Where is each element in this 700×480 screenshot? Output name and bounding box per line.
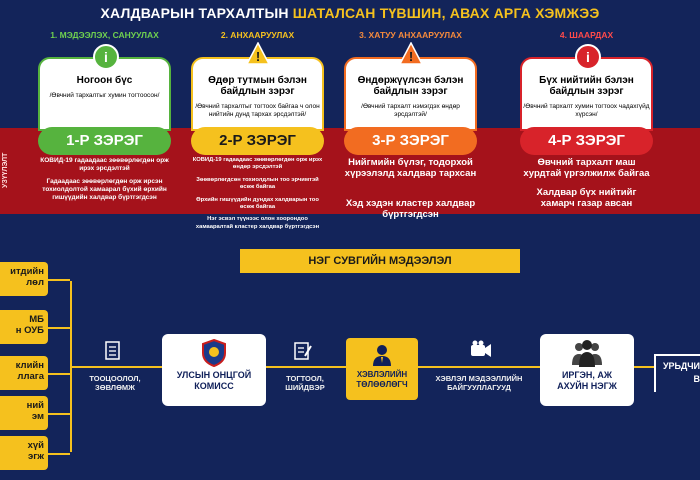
svg-text:!: ! bbox=[255, 49, 261, 64]
source-box: хүй эгж bbox=[0, 436, 48, 470]
citizen-label: ИРГЭН, АЖ АХУЙН НЭГЖ bbox=[557, 370, 617, 391]
phase-card-subtitle: /Өвчний тархалтыг хумин тогтоосон/ bbox=[49, 92, 160, 99]
level-description: КОВИД-19 гадаадаас зөөвөрлөгдөн орж ирэх эрсдэлтэй bbox=[40, 157, 169, 173]
level-description: Өвчний тархалт маш хурдтай үргэлжилж байгаа bbox=[523, 157, 650, 180]
phase-card-heading: Өдөр тутмын бэлэн байдлын зэрэг bbox=[208, 75, 307, 97]
level-description: КОВИД-19 гадаадаас зөөвөрлөгдөн орж ирэх өндөр эрсдэлтэй bbox=[192, 157, 323, 171]
title-part-1: ХАЛДВАРЫН ТАРХАЛТЫН bbox=[100, 5, 289, 21]
level-description: Нэг эсвэл түүнээс олон хоорондоо хамааралтай кластер халдвар бүртгэгдсэн bbox=[195, 216, 320, 230]
commission-label: УЛСЫН ОНЦГОЙ КОМИСС bbox=[176, 370, 252, 391]
level-badge: 3-Р ЗЭРЭГ bbox=[344, 127, 477, 155]
warning-icon bbox=[399, 42, 423, 66]
source-connector bbox=[48, 373, 70, 375]
press-spokesperson-box bbox=[346, 338, 418, 400]
commission-emblem-icon bbox=[201, 339, 227, 367]
level-description: Хэд хэдэн кластер халдвар бүртгэгдсэн bbox=[345, 198, 476, 221]
level-description: Нийгмийн бүлэг, тодорхой хүрээлэлд халдвар тархсан bbox=[344, 157, 477, 180]
flow-label-decree: ТОГТООЛ, ШИЙДВЭР bbox=[285, 374, 325, 392]
source-connector bbox=[48, 413, 70, 415]
warning-icon bbox=[246, 42, 270, 66]
info-icon: i bbox=[575, 44, 601, 70]
single-channel-bar: НЭГ СУВГИЙН МЭДЭЭЛЭЛ bbox=[240, 249, 520, 273]
phase-card-subtitle: /Өвчний тархалт хумин тогтоох чадахгүйд хүрсэн/ bbox=[523, 103, 650, 118]
level-description: Халдвар бүх нийтийг хамарч газар авсан bbox=[536, 187, 637, 210]
source-connector bbox=[48, 327, 70, 329]
level-description: Өрхийн гишүүдийн дундах халдварын тоо өсөж байгаа bbox=[196, 196, 319, 210]
level-badge: 1-Р ЗЭРЭГ bbox=[38, 127, 171, 155]
next-stage-label: УРЬДЧИ В bbox=[662, 361, 700, 384]
document-list-icon bbox=[104, 341, 122, 361]
spokesperson-icon bbox=[371, 344, 393, 366]
spokesperson-label: ХЭВЛЭЛИЙН ТӨЛӨӨЛӨГЧ bbox=[356, 370, 408, 389]
emergency-commission-box bbox=[162, 334, 266, 406]
svg-text:!: ! bbox=[408, 49, 414, 64]
title-part-2: ШАТАЛСАН ТҮВШИН, АВАХ АРГА ХЭМЖЭЭ bbox=[292, 5, 600, 21]
page-title bbox=[0, 0, 700, 26]
source-box: ний эм bbox=[0, 396, 48, 430]
source-connector bbox=[48, 279, 70, 281]
flow-label-recommendation: ТООЦООЛОЛ, ЗӨВЛӨМЖ bbox=[89, 374, 141, 392]
citizen-business-box bbox=[540, 334, 634, 406]
vertical-label: УЗҮҮЛЭЛТ bbox=[2, 152, 9, 188]
phase-card bbox=[191, 57, 324, 131]
level-badge: 2-Р ЗЭРЭГ bbox=[191, 127, 324, 155]
flow-line-4 bbox=[634, 366, 654, 368]
source-connector bbox=[48, 453, 70, 455]
camera-icon bbox=[470, 340, 492, 358]
phase-card-heading: Ногоон бүс bbox=[76, 75, 133, 86]
decree-document-icon bbox=[293, 341, 313, 361]
people-group-icon bbox=[570, 339, 604, 367]
phase-label: 3. ХАТУУ АНХААРУУЛАХ bbox=[359, 30, 462, 40]
phase-card-heading: Бүх нийтийн бэлэн байдлын зэрэг bbox=[539, 75, 634, 97]
phase-card-heading: Өндөржүүлсэн бэлэн байдлын зэрэг bbox=[357, 75, 464, 97]
phase-label: 4. ШААРДАХ bbox=[559, 30, 614, 40]
level-description: Гадаадаас зөөвөрлөгдөн орж ирсэн тохиолдолтой хамаарал бүхий өрхийн гишүүдийн халдвар бүртгэгдсэн bbox=[42, 178, 167, 202]
flow-label-media: ХЭВЛЭЛ МЭДЭЭЛЛИЙН БАЙГУУЛЛАГУУД bbox=[435, 374, 523, 392]
flow-line-1 bbox=[72, 366, 162, 368]
level-description: Зөөвөрлөгдсөн тохиолдлын тоо эрчимтэй өсөж байгаа bbox=[196, 176, 319, 191]
flow-line-3 bbox=[418, 366, 540, 368]
source-box: итдийн лөл bbox=[0, 262, 48, 296]
phase-card bbox=[344, 57, 477, 131]
info-icon: i bbox=[93, 44, 119, 70]
phase-card-subtitle: /Өвчний тархалт нэмэгдэх өндөр эрсдэлтэй/ bbox=[361, 103, 460, 118]
source-box: клийн ллага bbox=[0, 356, 48, 390]
level-badge: 4-Р ЗЭРЭГ bbox=[520, 127, 653, 155]
source-box: МБ н ОУБ bbox=[0, 310, 48, 344]
phase-label: 2. АНХААРУУЛАХ bbox=[220, 30, 295, 40]
flow-line-2 bbox=[266, 366, 346, 368]
phase-label: 1. МЭДЭЭЛЭХ, САНУУЛАХ bbox=[50, 30, 159, 40]
phase-card-subtitle: /Өвчний тархалтыг тогтоох байгаа ч олон нийтийн дунд тархах эрсдэлтэй/ bbox=[195, 103, 320, 118]
